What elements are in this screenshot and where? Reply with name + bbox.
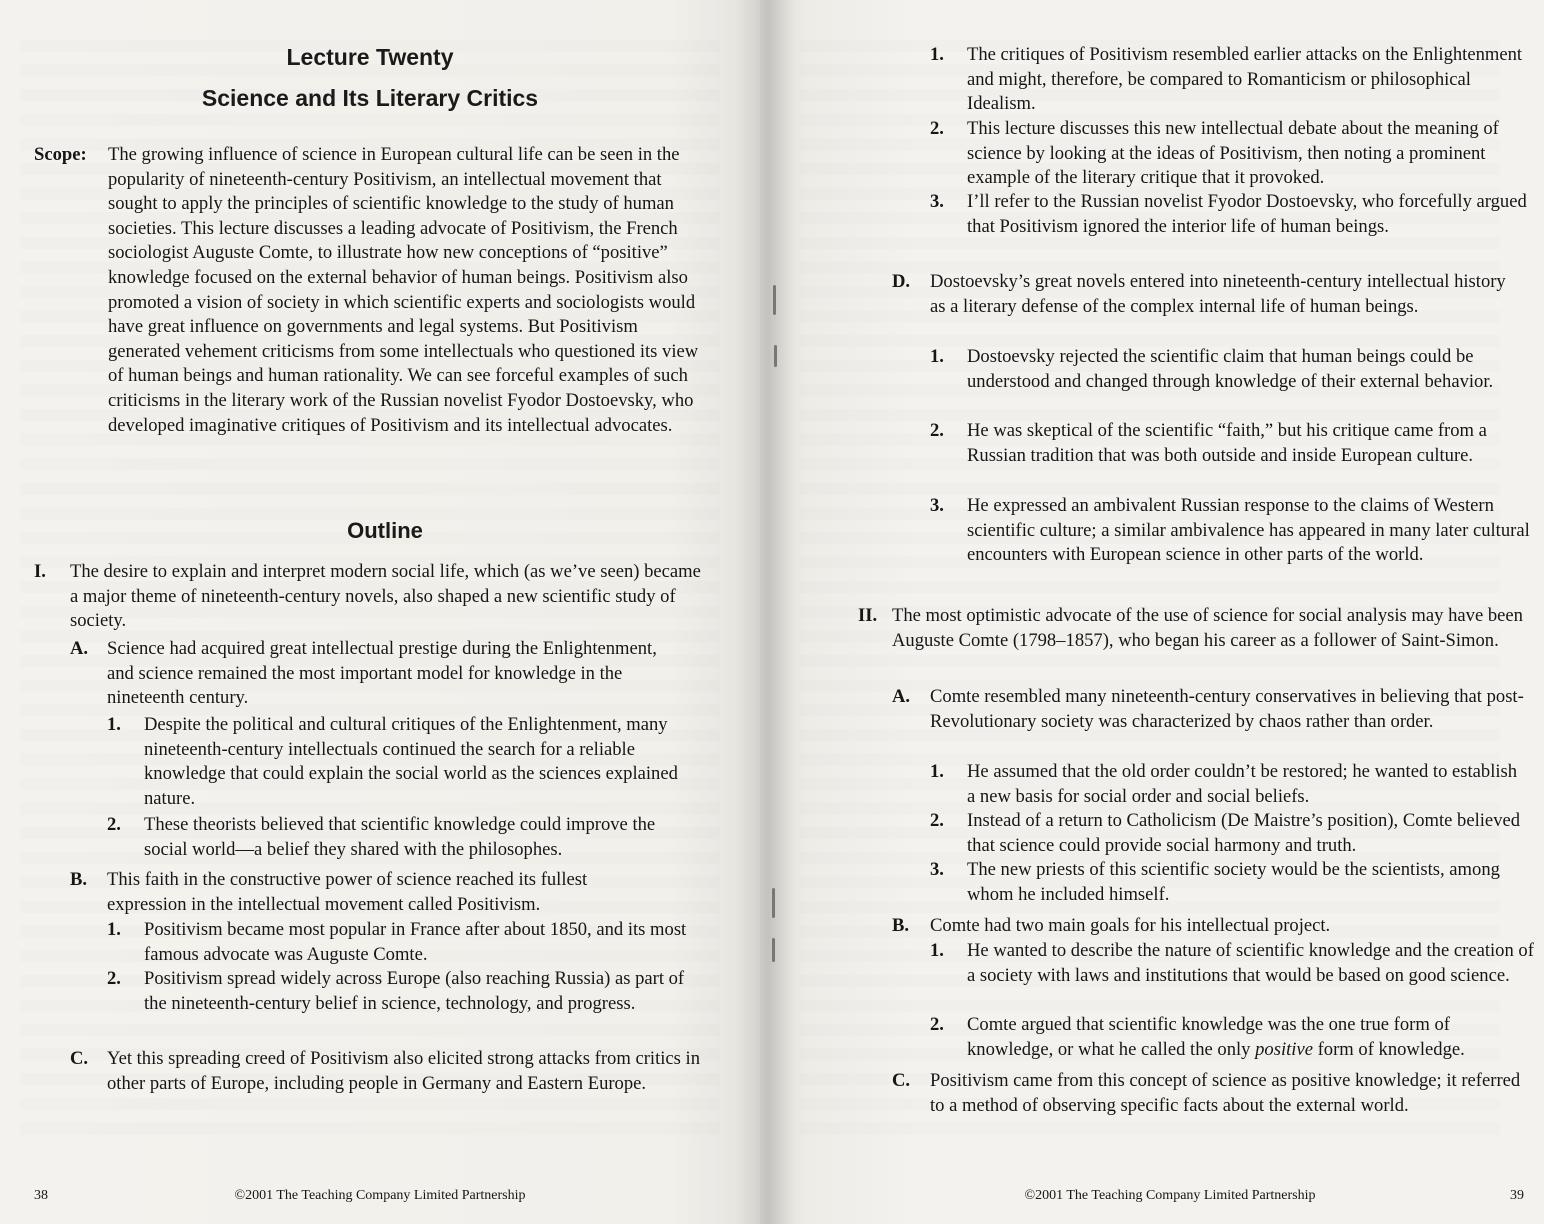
lecture-title: Lecture Twenty (286, 44, 454, 70)
outline-item-I: The desire to explain and interpret modern social life, which (as we’ve seen) became a major theme of nineteenth-century novels, also shaped a new scientific study of society. (70, 561, 701, 632)
outline-item-I-A-2: These theorists believed that scientific knowledge could improve the social world—a belief they shared with the philosophes. (144, 814, 656, 860)
left-footer: ©2001 The Teaching Company Limited Partnership (234, 1188, 526, 1203)
binding-mark (774, 345, 777, 367)
outline-item-I-D-3: He expressed an ambivalent Russian response to the claims of Western scientific culture; a similar ambivalence has appeared in many later cultural encounters with European science in other parts of the world. (967, 495, 1530, 566)
outline-item-I-D-1: Dostoevsky rejected the scientific claim that human beings could be understood and changed through knowledge of their external behavior. (967, 346, 1494, 392)
outline-label-I-C-2: 2. (930, 118, 944, 139)
outline-item-I-C: Yet this spreading creed of Positivism also elicited strong attacks from critics in other parts of Europe, including people in Germany and Eastern Europe. (107, 1048, 701, 1094)
lecture-subtitle: Science and Its Literary Critics (201, 85, 539, 111)
outline-item-I-B-2: Positivism spread widely across Europe (also reaching Russia) as part of the nineteenth-century belief in science, technology, and progress. (144, 968, 685, 1014)
outline-item-II-B: Comte had two main goals for his intellectual project. (930, 915, 1331, 936)
outline-label-II-B: B. (892, 915, 910, 936)
outline-label-II-B-2: 2. (930, 1014, 944, 1035)
outline-label-II-B-1: 1. (930, 940, 944, 961)
outline-label-II-A-2: 2. (930, 810, 944, 831)
book-gutter (735, 0, 795, 1224)
outline-item-I-D: Dostoevsky’s great novels entered into nineteenth-century intellectual history as a literary defense of the complex internal life of human beings. (930, 271, 1506, 317)
outline-label-I-A-2: 2. (107, 814, 121, 835)
outline-item-I-C-3: I’ll refer to the Russian novelist Fyodor Dostoevsky, who forcefully argued that Positivism ignored the interior life of human beings. (967, 191, 1527, 237)
item-text-end: form of knowledge. (1312, 1038, 1465, 1060)
outline-label-I-A: A. (70, 638, 89, 659)
outline-item-I-A-1: Despite the political and cultural critiques of the Enlightenment, many nineteenth-century intellectuals continued the search for a reliable knowledge that could explain the social world as the sciences explained nature. (144, 714, 678, 809)
binding-mark (772, 888, 775, 918)
emphasis-positive: positive (1255, 1038, 1313, 1060)
outline-item-II-B-2 (967, 1013, 1532, 1062)
outline-label-I-A-1: 1. (107, 714, 121, 735)
outline-item-II-A-3: The new priests of this scientific society would be the scientists, among whom he included himself. (967, 859, 1500, 905)
outline-item-I-C-2: This lecture discusses this new intellectual debate about the meaning of science by looking at the ideas of Positivism, then noting a prominent example of the literary critique that it provoked. (967, 118, 1499, 189)
outline-label-II-C: C. (892, 1070, 911, 1091)
left-page-number: 38 (34, 1188, 48, 1203)
binding-mark (773, 285, 776, 315)
right-page-number: 39 (1510, 1188, 1524, 1203)
outline-label-I-B-1: 1. (107, 919, 121, 940)
outline-item-I-B-1: Positivism became most popular in France after about 1850, and its most famous advocate was Auguste Comte. (144, 919, 687, 965)
outline-item-II-A: Comte resembled many nineteenth-century conservatives in believing that post-Revolutionary society was characterized by chaos rather than order. (930, 686, 1524, 732)
outline-item-I-C-1: The critiques of Positivism resembled earlier attacks on the Enlightenment and might, therefore, be compared to Romanticism or philosophical Idealism. (967, 44, 1523, 115)
outline-label-II: II. (858, 605, 878, 626)
outline-item-I-B: This faith in the constructive power of science reached its fullest expression in the intellectual movement called Positivism. (107, 869, 588, 915)
outline-label-I-C: C. (70, 1048, 89, 1069)
outline-label-I-D-3: 3. (930, 495, 944, 516)
outline-label-I: I. (34, 561, 46, 582)
outline-label-I-B: B. (70, 869, 88, 890)
item-text: Comte argued that scientific knowledge was the one true form of knowledge, or what he called the only (967, 1014, 1450, 1060)
outline-item-I-A: Science had acquired great intellectual prestige during the Enlightenment, and science remained the most important model for knowledge in the nineteenth century. (107, 638, 657, 709)
right-page (760, 0, 1544, 1224)
outline-item-II-A-1: He assumed that the old order couldn’t be restored; he wanted to establish a new basis for social order and social beliefs. (967, 761, 1518, 807)
left-page (0, 0, 760, 1224)
outline-label-I-C-3: 3. (930, 191, 944, 212)
outline-label-II-A-3: 3. (930, 859, 944, 880)
outline-label-I-C-1: 1. (930, 44, 944, 65)
outline-item-II-A-2: Instead of a return to Catholicism (De Maistre’s position), Comte believed that science could provide social harmony and truth. (967, 810, 1521, 856)
outline-item-II-C: Positivism came from this concept of science as positive knowledge; it referred to a method of observing specific facts about the external world. (930, 1070, 1521, 1116)
binding-mark (772, 938, 775, 962)
outline-item-I-D-2: He was skeptical of the scientific “faith,” but his critique came from a Russian tradition that was both outside and inside European culture. (967, 420, 1487, 466)
outline-heading: Outline (347, 518, 423, 543)
outline-item-II-B-1: He wanted to describe the nature of scientific knowledge and the creation of a society with laws and institutions that would be based on good science. (967, 940, 1534, 986)
outline-label-I-D-2: 2. (930, 420, 944, 441)
outline-label-II-A: A. (892, 686, 911, 707)
outline-label-II-A-1: 1. (930, 761, 944, 782)
outline-label-I-B-2: 2. (107, 968, 121, 989)
outline-label-I-D: D. (892, 271, 911, 292)
right-footer: ©2001 The Teaching Company Limited Partnership (1024, 1188, 1316, 1203)
scope-label: Scope: (34, 144, 87, 165)
outline-item-II: The most optimistic advocate of the use of science for social analysis may have been Auguste Comte (1798–1857), who began his career as a follower of Saint-Simon. (892, 605, 1523, 651)
scope-text: The growing influence of science in European cultural life can be seen in the popularity of nineteenth-century Positivism, an intellectual movement that sought to apply the principles of scientific knowledge to the study of human societies. This lecture discusses a leading advocate of Positivism, the French sociologist Auguste Comte, to illustrate how new conceptions of “positive” knowledge focused on the external behavior of human beings. Positivism also promoted a vision of society in which scientific experts and sociologists would have great influence on governments and legal systems. But Positivism generated vehement criticisms from some intellectuals who questioned its view of human beings and human rationality. We can see forceful examples of such criticisms in the literary work of the Russian novelist Fyodor Dostoevsky, who developed imaginative critiques of Positivism and its intellectual advocates. (108, 144, 699, 436)
outline-label-I-D-1: 1. (930, 346, 944, 367)
